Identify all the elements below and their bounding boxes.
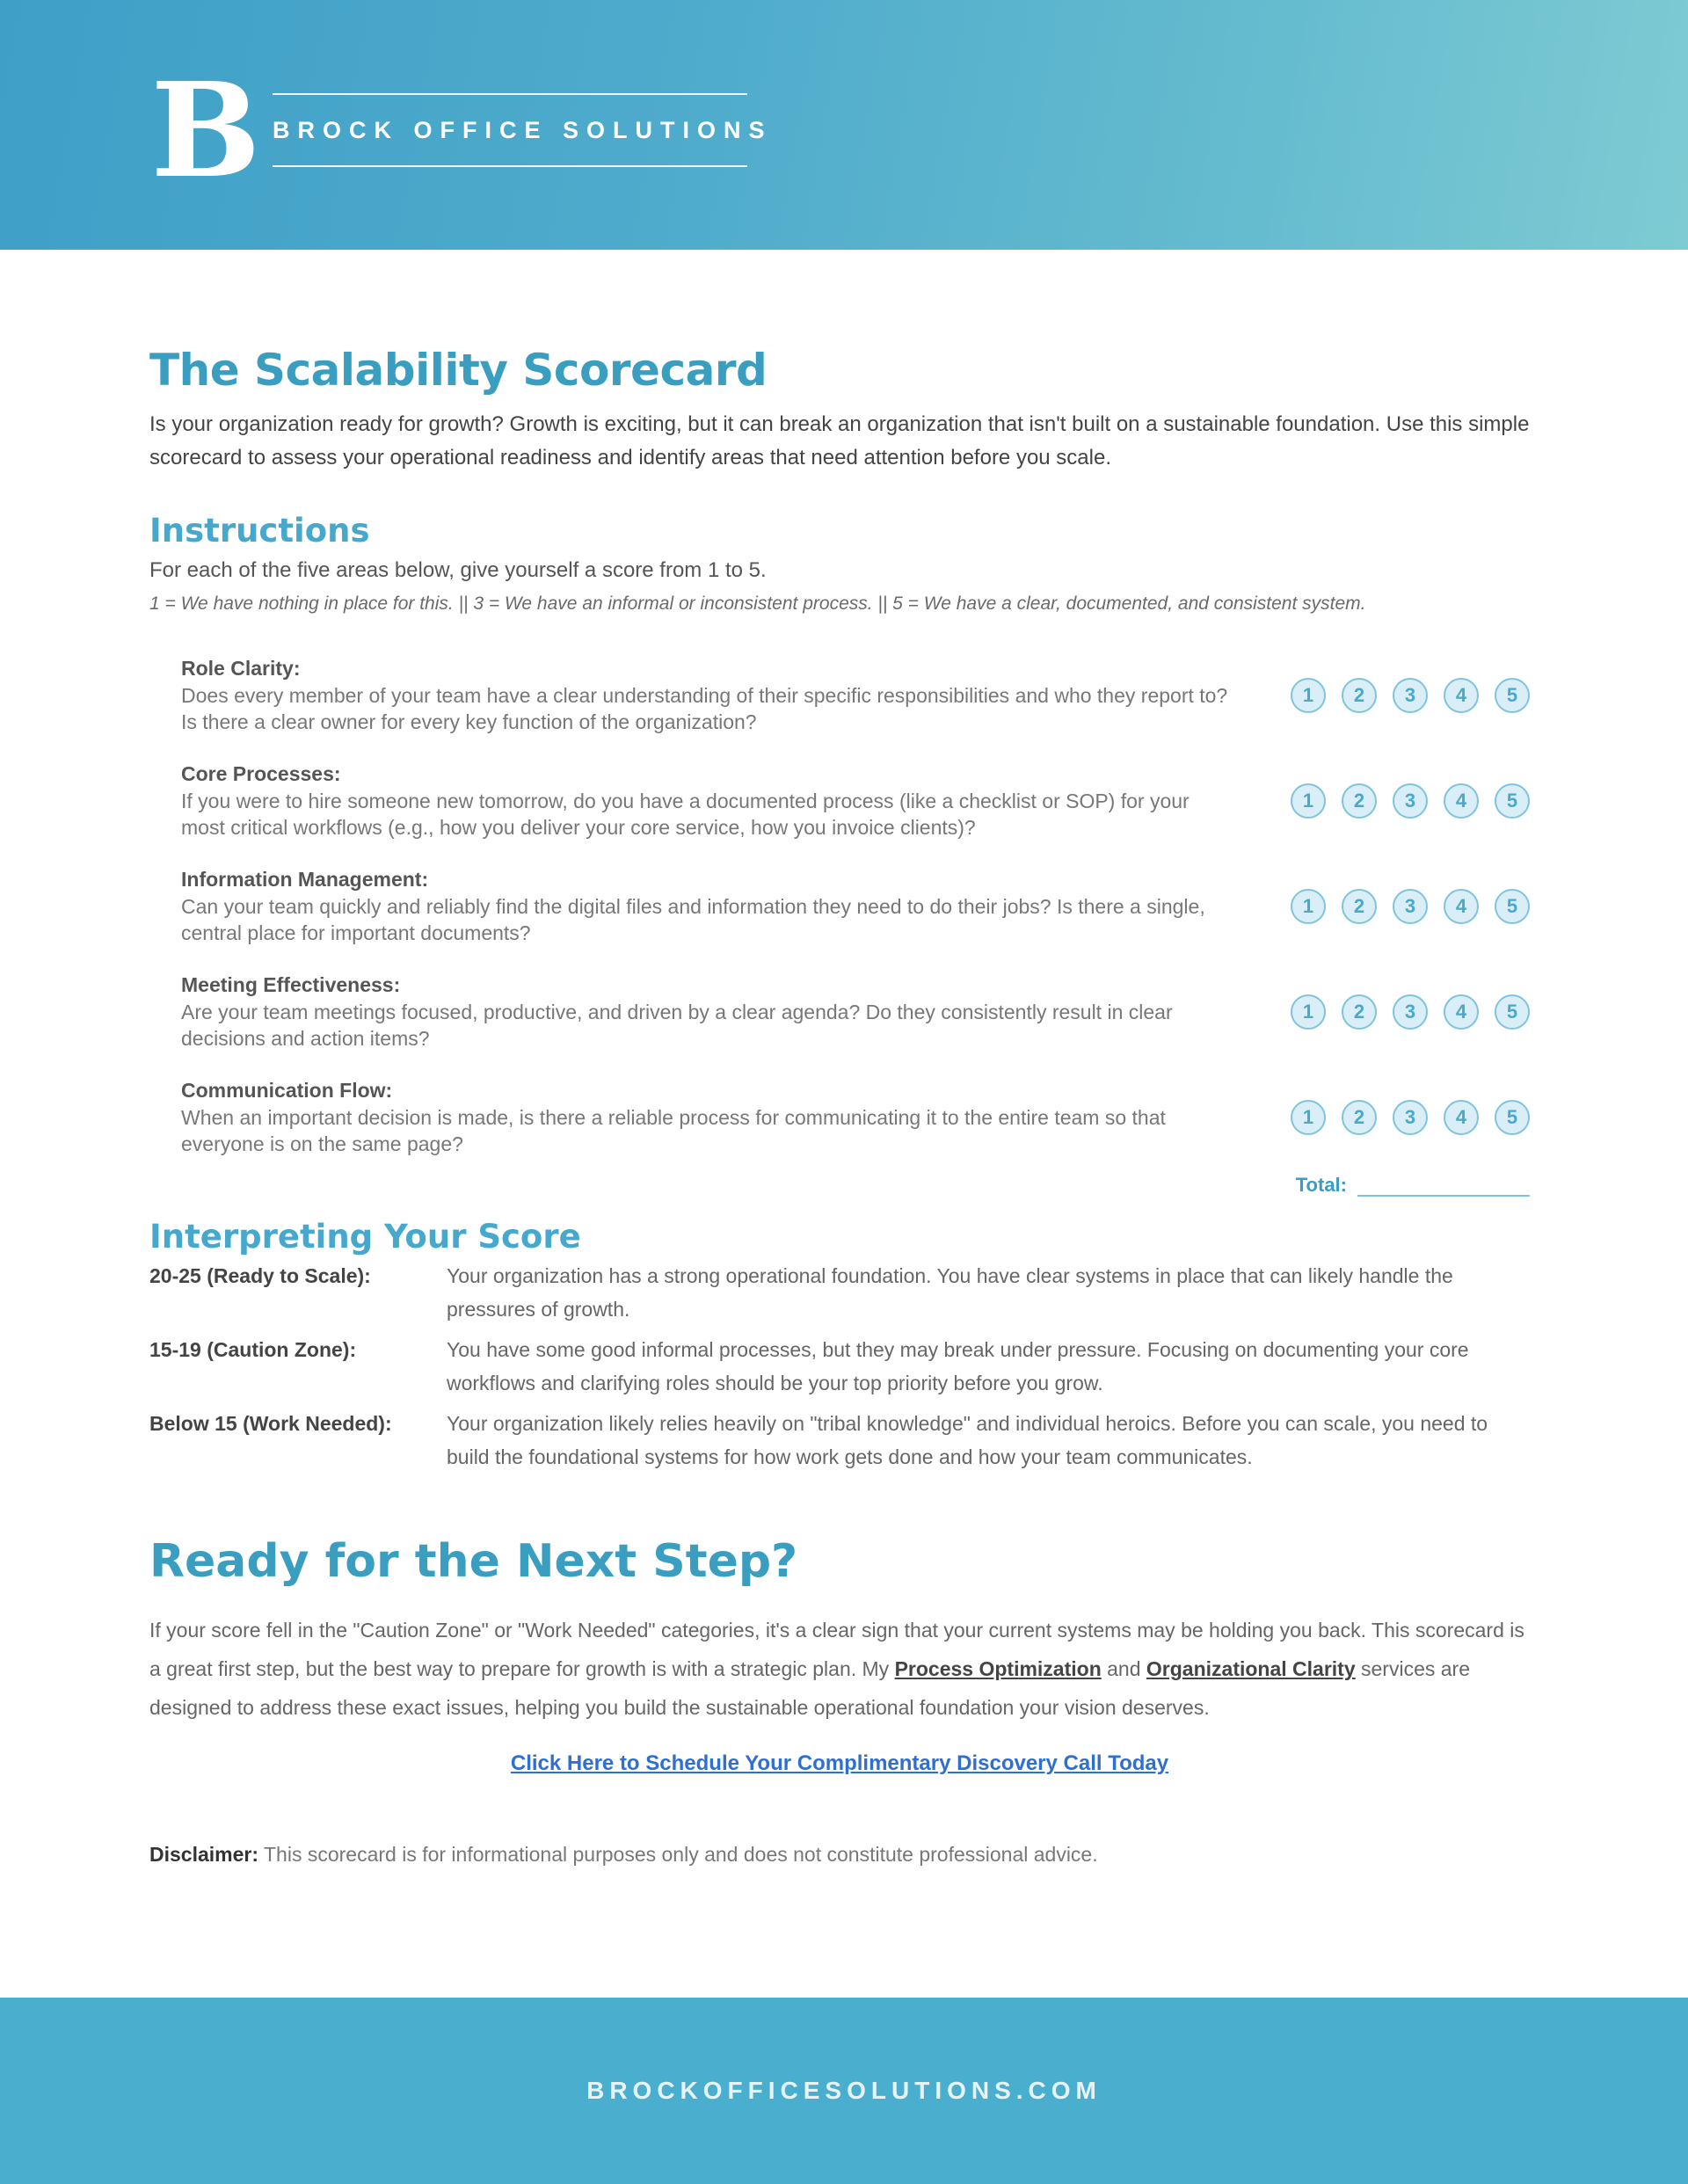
score-option-1[interactable]: 1 bbox=[1291, 783, 1326, 819]
interpretation-description: You have some good informal processes, but they may break under pressure. Focusing on documenting your core workflows and clarifying roles should be your top priority before you grow. bbox=[447, 1338, 1469, 1394]
interpretation-description: Your organization has a strong operational foundation. You have clear systems in place that can likely handle the pressures of growth. bbox=[447, 1264, 1453, 1321]
total-row bbox=[149, 1174, 1530, 1197]
page-title: The Scalability Scorecard bbox=[149, 345, 768, 396]
item-question: Can your team quickly and reliably find the digital files and information they need to do their jobs? Is there a single, central place for important documents? bbox=[181, 894, 1205, 944]
scorecard-item bbox=[181, 643, 1530, 748]
brand-logo bbox=[148, 54, 773, 207]
score-option-3[interactable]: 3 bbox=[1393, 889, 1428, 924]
logo-wordmark bbox=[273, 93, 773, 167]
scorecard-item bbox=[181, 1065, 1530, 1170]
item-text bbox=[181, 1079, 1236, 1157]
item-question: When an important decision is made, is there a reliable process for communicating it to the entire team so that everyone is on the same page? bbox=[181, 1105, 1166, 1155]
interpretation-row bbox=[149, 1407, 1530, 1474]
item-question: Are your team meetings focused, productive, and driven by a clear agenda? Do they consistently result in clear decisions and action items? bbox=[181, 1000, 1173, 1050]
instructions-scale: 1 = We have nothing in place for this. || 3 = We have an informal or inconsistent process. || 5 = We have a clear, documented, and consistent system. bbox=[149, 593, 1366, 614]
footer-website[interactable]: BROCKOFFICESOLUTIONS.COM bbox=[586, 2077, 1102, 2104]
score-option-4[interactable]: 4 bbox=[1444, 783, 1479, 819]
item-title: Core Processes: bbox=[181, 761, 341, 785]
schedule-call-link[interactable]: Click Here to Schedule Your Complimentary Discovery Call Today bbox=[510, 1751, 1169, 1775]
score-options bbox=[1291, 889, 1530, 924]
interpretation-label: 15-19 (Caution Zone): bbox=[149, 1338, 357, 1361]
page-header bbox=[0, 0, 1688, 250]
next-step-body bbox=[149, 1611, 1530, 1727]
logo-letter: B bbox=[150, 54, 261, 207]
main-content bbox=[149, 345, 1530, 1867]
item-title: Meeting Effectiveness: bbox=[181, 972, 401, 996]
interpretation-description: Your organization likely relies heavily on "tribal knowledge" and individual heroics. Before you can scale, you need to build the foundational systems for how work gets done and how your team communicates. bbox=[447, 1412, 1488, 1468]
total-label: Total: bbox=[1295, 1174, 1347, 1196]
interpretation-label: Below 15 (Work Needed): bbox=[149, 1412, 392, 1435]
score-options bbox=[1291, 1100, 1530, 1135]
score-options bbox=[1291, 678, 1530, 713]
item-title: Communication Flow: bbox=[181, 1078, 393, 1102]
score-option-1[interactable]: 1 bbox=[1291, 678, 1326, 713]
item-title: Information Management: bbox=[181, 867, 429, 891]
score-option-2[interactable]: 2 bbox=[1342, 1100, 1377, 1135]
interpretation-label: 20-25 (Ready to Scale): bbox=[149, 1264, 371, 1287]
score-options bbox=[1291, 994, 1530, 1030]
next-step-section bbox=[149, 1535, 1530, 1776]
disclaimer-label: Disclaimer: bbox=[149, 1843, 259, 1866]
organizational-clarity-link[interactable]: Organizational Clarity bbox=[1146, 1657, 1356, 1680]
item-text bbox=[181, 762, 1236, 841]
next-step-text-2: and bbox=[1101, 1657, 1146, 1680]
interpreting-heading: Interpreting Your Score bbox=[149, 1218, 581, 1256]
score-option-2[interactable]: 2 bbox=[1342, 783, 1377, 819]
score-option-4[interactable]: 4 bbox=[1444, 678, 1479, 713]
score-option-2[interactable]: 2 bbox=[1342, 678, 1377, 713]
score-option-5[interactable]: 5 bbox=[1495, 678, 1530, 713]
scorecard-item bbox=[181, 748, 1530, 854]
score-options bbox=[1291, 783, 1530, 819]
item-text bbox=[181, 868, 1236, 946]
cta-container bbox=[149, 1751, 1530, 1776]
scorecard-items bbox=[149, 643, 1530, 1170]
total-input-line[interactable] bbox=[1357, 1177, 1530, 1197]
instructions-section bbox=[149, 512, 1530, 615]
scorecard-item bbox=[181, 854, 1530, 959]
item-question: If you were to hire someone new tomorrow, do you have a documented process (like a checklist or SOP) for your most critical workflows (e.g., how you deliver your core service, how you invoice clients)? bbox=[181, 789, 1190, 839]
score-option-1[interactable]: 1 bbox=[1291, 994, 1326, 1030]
score-option-4[interactable]: 4 bbox=[1444, 889, 1479, 924]
score-option-2[interactable]: 2 bbox=[1342, 889, 1377, 924]
next-step-text-3: services are designed to address these exact issues, helping you build the sustainable operational foundation your vision deserves. bbox=[149, 1657, 1470, 1719]
disclaimer bbox=[149, 1843, 1530, 1867]
score-option-5[interactable]: 5 bbox=[1495, 1100, 1530, 1135]
logo-text: BROCK OFFICE SOLUTIONS bbox=[273, 116, 773, 143]
item-question: Does every member of your team have a clear understanding of their specific responsibilities and who they report to? Is there a clear owner for every key function of the organization? bbox=[181, 683, 1228, 733]
item-text bbox=[181, 973, 1236, 1052]
next-step-heading: Ready for the Next Step? bbox=[149, 1535, 798, 1588]
score-option-4[interactable]: 4 bbox=[1444, 994, 1479, 1030]
next-step-text-1: If your score fell in the "Caution Zone" or "Work Needed" categories, it's a clear sign that your current systems may be holding you back. This scorecard is a great first step, but the best way to prepare for growth is with a strategic plan. My bbox=[149, 1619, 1524, 1680]
score-option-1[interactable]: 1 bbox=[1291, 889, 1326, 924]
scorecard-item bbox=[181, 959, 1530, 1065]
score-option-3[interactable]: 3 bbox=[1393, 678, 1428, 713]
item-title: Role Clarity: bbox=[181, 656, 301, 680]
score-option-4[interactable]: 4 bbox=[1444, 1100, 1479, 1135]
score-option-3[interactable]: 3 bbox=[1393, 783, 1428, 819]
score-option-5[interactable]: 5 bbox=[1495, 889, 1530, 924]
score-option-5[interactable]: 5 bbox=[1495, 783, 1530, 819]
instructions-heading: Instructions bbox=[149, 512, 370, 550]
intro-paragraph: Is your organization ready for growth? Growth is exciting, but it can break an organization that isn't built on a sustainable foundation. Use this simple scorecard to assess your operational readiness and identify areas that need attention before you scale. bbox=[149, 412, 1530, 470]
process-optimization-link[interactable]: Process Optimization bbox=[894, 1657, 1102, 1680]
score-option-3[interactable]: 3 bbox=[1393, 994, 1428, 1030]
item-text bbox=[181, 657, 1236, 735]
interpretation-row bbox=[149, 1259, 1530, 1326]
page-footer bbox=[0, 1998, 1688, 2184]
disclaimer-text: This scorecard is for informational purposes only and does not constitute professional advice. bbox=[258, 1843, 1098, 1866]
score-option-3[interactable]: 3 bbox=[1393, 1100, 1428, 1135]
interpreting-section bbox=[149, 1218, 1530, 1474]
score-option-5[interactable]: 5 bbox=[1495, 994, 1530, 1030]
score-option-2[interactable]: 2 bbox=[1342, 994, 1377, 1030]
instructions-text: For each of the five areas below, give yourself a score from 1 to 5. bbox=[149, 558, 767, 582]
score-option-1[interactable]: 1 bbox=[1291, 1100, 1326, 1135]
interpretation-row bbox=[149, 1333, 1530, 1400]
